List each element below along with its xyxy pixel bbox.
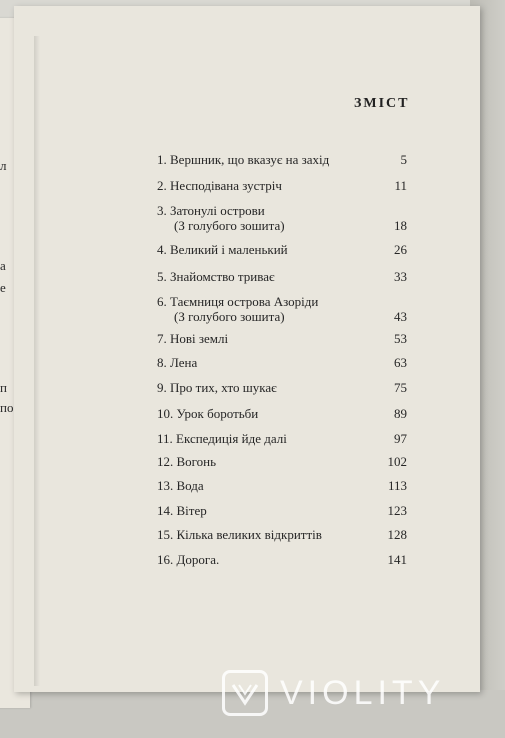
toc-entry-subtitle: (З голубого зошита) [174, 218, 285, 233]
toc-entry-page: 75 [394, 380, 407, 395]
toc-entry [157, 478, 407, 493]
toc-entry [157, 269, 407, 284]
toc-entry-page: 33 [394, 269, 407, 284]
toc-entry [157, 527, 407, 542]
toc-entry-label: 8. Лена [157, 355, 198, 370]
fragment-text: по [0, 400, 14, 415]
toc-entry-page: 128 [387, 527, 407, 542]
toc-entry-label: 1. Вершник, що вказує на захід [157, 152, 330, 167]
page-shadow [34, 36, 40, 686]
watermark-text: VIOLITY [280, 673, 446, 712]
toc-entry-label: 11. Експедиція йде далі [157, 431, 287, 446]
toc-entry-page: 18 [394, 218, 407, 233]
contents-page [14, 6, 480, 692]
toc-entry [157, 331, 407, 346]
toc-entry-label: 10. Урок боротьби [157, 406, 259, 421]
toc-entry [157, 552, 407, 567]
toc-entry-page: 5 [400, 152, 407, 167]
toc-entry-label: 13. Вода [157, 478, 204, 493]
toc-entry-label: 3. Затонулі острови [157, 203, 265, 218]
toc-entry-label: 9. Про тих, хто шукає [157, 380, 277, 395]
toc-entry-label: 5. Знайомство триває [157, 269, 275, 284]
toc-entry [157, 355, 407, 370]
toc-entry [157, 203, 407, 233]
fragment-text: а [0, 258, 6, 273]
toc-entry-page: 123 [387, 503, 407, 518]
toc-entry-page: 53 [394, 331, 407, 346]
toc-entry [157, 454, 407, 469]
fragment-text: л [0, 158, 7, 173]
toc-entry-label: 12. Вогонь [157, 454, 217, 469]
toc-entry [157, 178, 407, 193]
toc-entry-label: 7. Нові землі [157, 331, 229, 346]
toc-entry-subtitle: (З голубого зошита) [174, 309, 285, 324]
toc-entry-label: 4. Великий і маленький [157, 242, 288, 257]
toc-entry [157, 431, 407, 446]
toc-entry [157, 242, 407, 257]
toc-entry [157, 294, 407, 324]
fragment-text: п [0, 380, 7, 395]
toc-entry-label: 2. Несподівана зустріч [157, 178, 282, 193]
toc-entry [157, 380, 407, 395]
toc-entry-page: 26 [394, 242, 407, 257]
toc-entry-page: 97 [394, 431, 407, 446]
toc-entry-label: 16. Дорога. [157, 552, 220, 567]
toc-entry-label: 6. Таємниця острова Азоріди [157, 294, 319, 309]
violity-logo-icon [222, 670, 268, 716]
toc-entry [157, 152, 407, 167]
watermark [222, 668, 445, 718]
toc-entry-page: 63 [394, 355, 407, 370]
toc-entry-page: 89 [394, 406, 407, 421]
fragment-text: е [0, 280, 6, 295]
toc-entry-label: 14. Вітер [157, 503, 207, 518]
page-title: ЗМІСТ [354, 96, 410, 111]
toc-entry-page: 113 [387, 478, 407, 493]
toc-entry-page: 43 [394, 309, 407, 324]
toc-entry-label: 15. Кілька великих відкриттів [157, 527, 322, 542]
toc-entry-page: 141 [387, 552, 407, 567]
toc-entry-page: 102 [387, 454, 407, 469]
toc-entry-page: 11 [394, 178, 407, 193]
toc-entry [157, 406, 407, 421]
toc-entry [157, 503, 407, 518]
